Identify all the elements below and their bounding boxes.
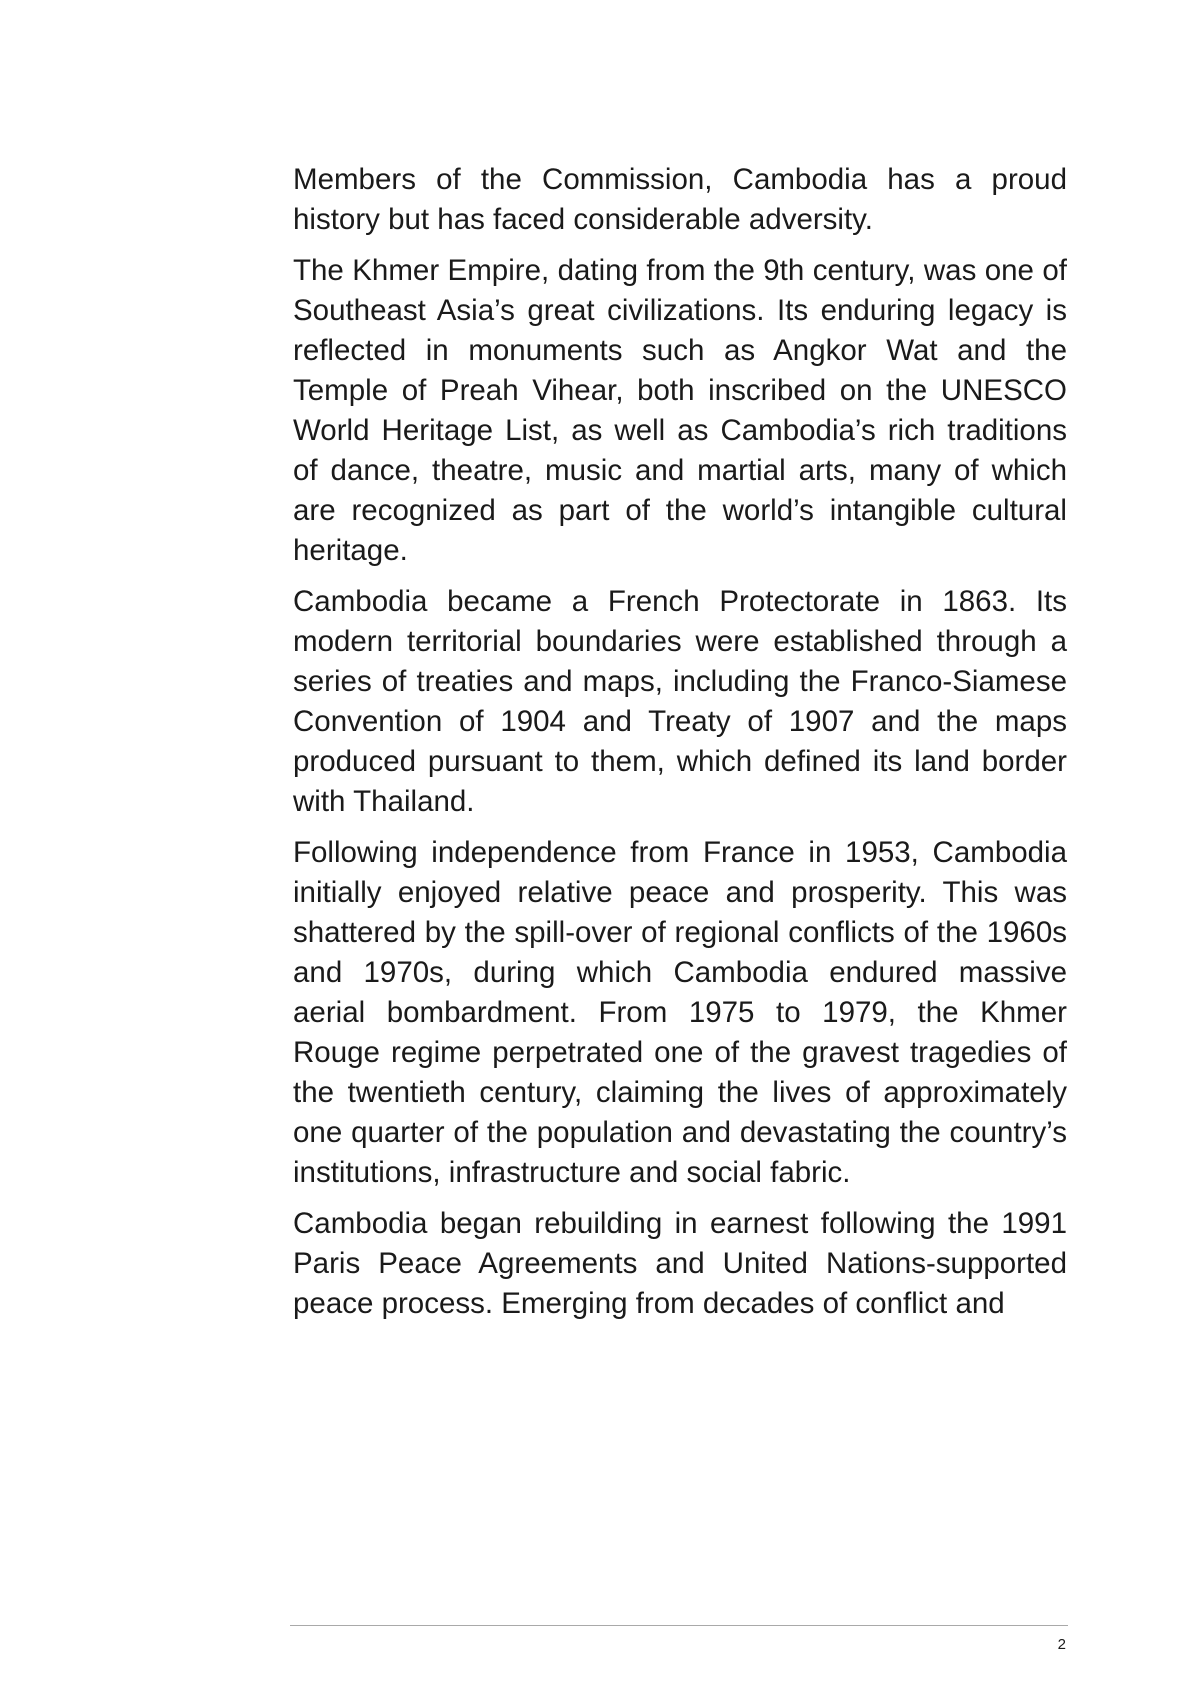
paragraph: The Khmer Empire, dating from the 9th century, was one of Southeast Asia’s great civilizations. Its enduring legacy is reflected in monuments such as Angkor Wat and the Temple of Preah Vihear, both inscribed on the UNESCO World Heritage List, as well as Cambodia’s rich traditions of dance, theatre, music and martial arts, many of which are recognized as part of the world’s intangible cultural heritage. — [293, 254, 1067, 567]
paragraph: Cambodia became a French Protectorate in 1863. Its modern territorial boundaries were established through a series of treaties and maps, including the Franco-Siamese Convention of 1904 and Treaty of 1907 and the maps produced pursuant to them, which defined its land border with Thailand. — [293, 585, 1067, 818]
footer-divider — [290, 1625, 1068, 1626]
paragraph: Cambodia began rebuilding in earnest following the 1991 Paris Peace Agreements and United Nations-supported peace process. Emerging from decades of conflict and — [293, 1207, 1067, 1320]
body-text — [293, 160, 1067, 1335]
paragraph: Members of the Commission, Cambodia has a proud history but has faced considerable adversity. — [293, 163, 1067, 236]
paragraph: Following independence from France in 1953, Cambodia initially enjoyed relative peace and prosperity. This was shattered by the spill-over of regional conflicts of the 1960s and 1970s, during which Cambodia endured massive aerial bombardment. From 1975 to 1979, the Khmer Rouge regime perpetrated one of the gravest tragedies of the twentieth century, claiming the lives of approximately one quarter of the population and devastating the country’s institutions, infrastructure and social fabric. — [293, 836, 1067, 1189]
page-number: 2 — [1057, 1636, 1066, 1653]
